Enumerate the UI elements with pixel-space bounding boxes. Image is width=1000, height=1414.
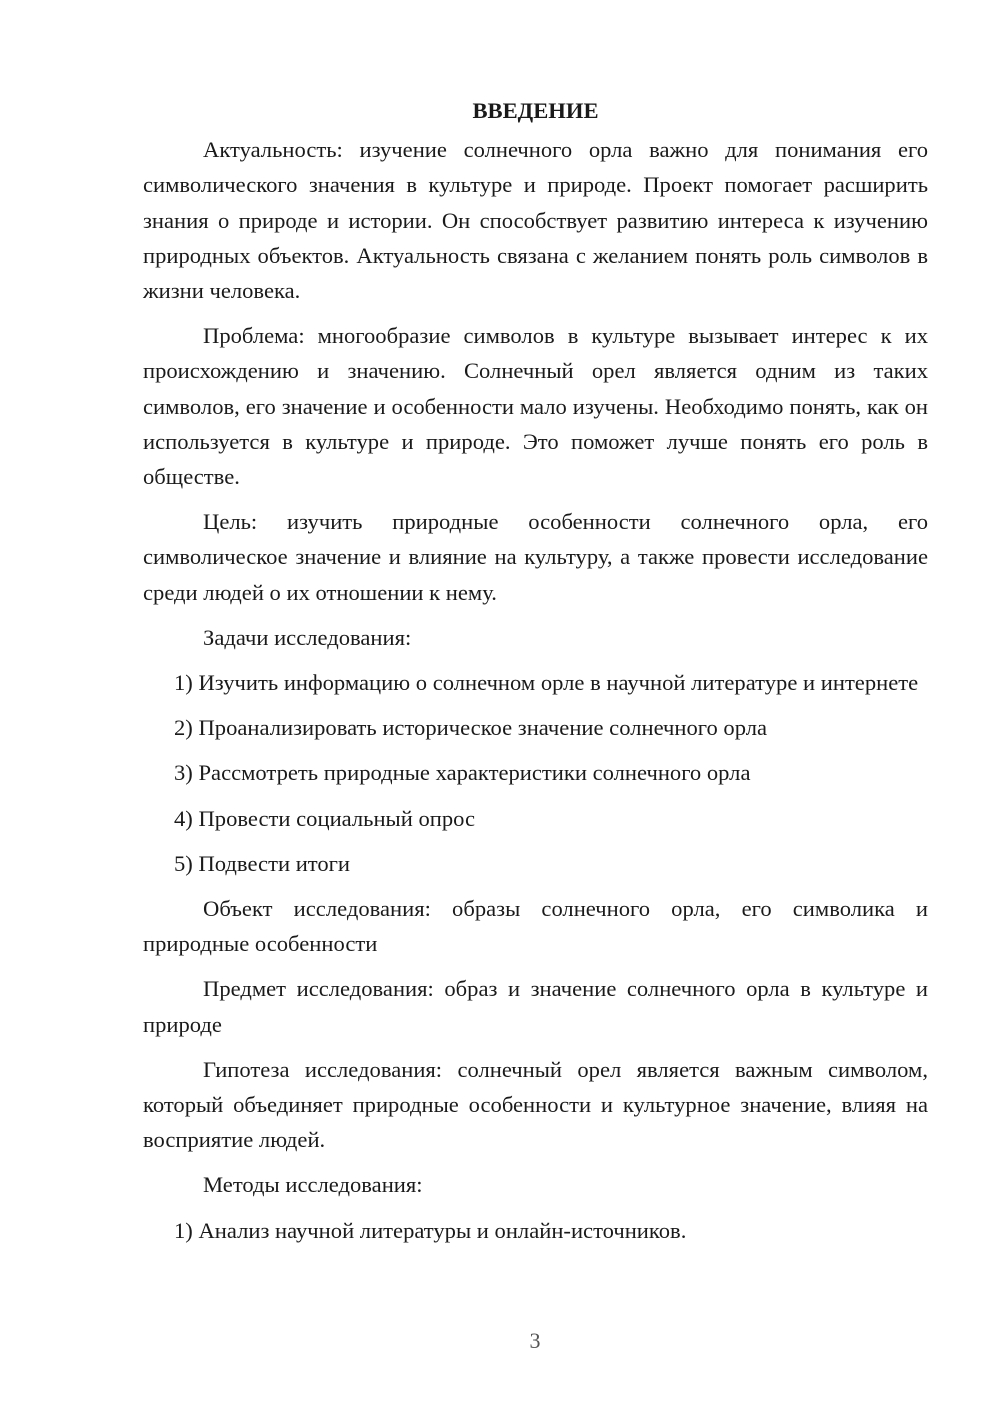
task-item: 3) Рассмотреть природные характеристики солнечного орла bbox=[174, 760, 751, 786]
problem-paragraph: Проблема: многообразие символов в культуре вызывает интерес к их происхождению и значению. Солнечный орел является одним из таких символов, его значение и особенности мало изучены. Необходимо понять, как он используется в культуре и природе. Это поможет лучше понять его роль в обществе. bbox=[143, 323, 928, 490]
hypothesis-paragraph: Гипотеза исследования: солнечный орел является важным символом, который объединяет природные особенности и культурное значение, влияя на восприятие людей. bbox=[143, 1056, 928, 1153]
task-item: 2) Проанализировать историческое значение солнечного орла bbox=[174, 715, 768, 741]
relevance-paragraph: Актуальность: изучение солнечного орла важно для понимания его символического значения в культуре и природе. Проект помогает расширить знания о природе и истории. Он способствует развитию интереса к изучению природных объектов. Актуальность связана с желанием понять роль символов в жизни человека. bbox=[143, 137, 928, 304]
page-number: 3 bbox=[529, 1328, 541, 1353]
document-page bbox=[143, 93, 928, 1258]
task-item: 4) Провести социальный опрос bbox=[174, 805, 476, 831]
task-item: 5) Подвести итоги bbox=[174, 850, 351, 876]
tasks-heading: Задачи исследования: bbox=[203, 624, 412, 650]
subject-paragraph: Предмет исследования: образ и значение солнечного орла в культуре и природе bbox=[143, 976, 928, 1037]
goal-paragraph: Цель: изучить природные особенности солнечного орла, его символическое значение и влияние на культуру, а также провести исследование среди людей о их отношении к нему. bbox=[143, 509, 928, 605]
object-paragraph: Объект исследования: образы солнечного орла, его символика и природные особенности bbox=[143, 896, 928, 957]
method-item: 1) Анализ научной литературы и онлайн-источников. bbox=[174, 1217, 687, 1243]
task-item: 1) Изучить информацию о солнечном орле в научной литературе и интернете bbox=[174, 670, 919, 696]
section-title: ВВЕДЕНИЕ bbox=[472, 98, 599, 123]
methods-heading: Методы исследования: bbox=[203, 1172, 423, 1198]
